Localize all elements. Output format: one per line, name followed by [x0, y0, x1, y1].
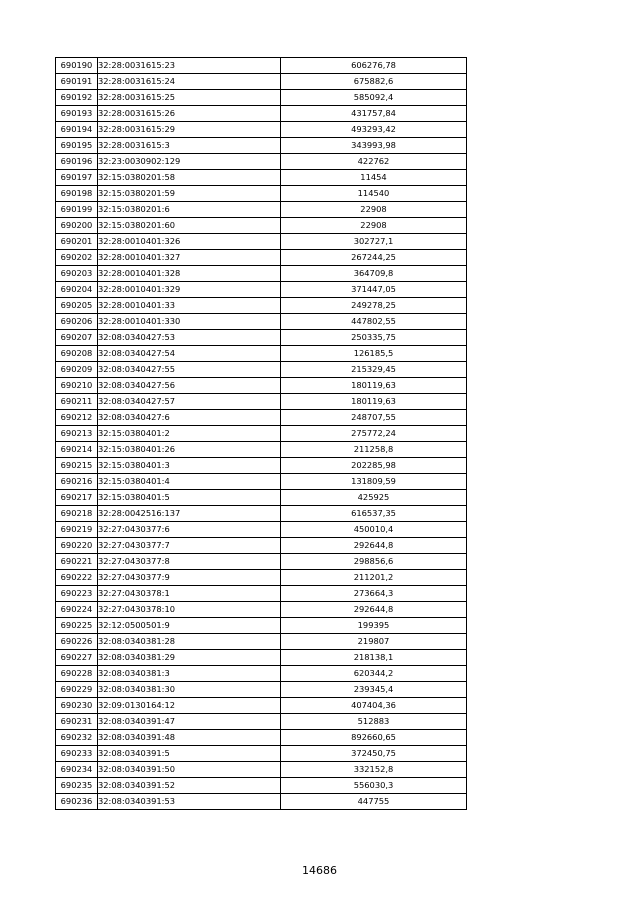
- value-cell: 450010,4: [281, 522, 467, 538]
- cadastral-number-cell: 32:08:0340391:48: [98, 730, 281, 746]
- cadastral-number-cell: 32:27:0430378:1: [98, 586, 281, 602]
- cadastral-number-cell: 32:28:0010401:329: [98, 282, 281, 298]
- row-number-cell: 690231: [56, 714, 98, 730]
- table-row: [56, 330, 467, 346]
- cadastral-number-cell: 32:28:0031615:29: [98, 122, 281, 138]
- value-cell: 218138,1: [281, 650, 467, 666]
- table-row: [56, 602, 467, 618]
- value-cell: 616537,35: [281, 506, 467, 522]
- table-row: [56, 762, 467, 778]
- value-cell: 22908: [281, 218, 467, 234]
- cadastral-number-cell: 32:08:0340391:53: [98, 794, 281, 810]
- cadastral-number-cell: 32:08:0340381:29: [98, 650, 281, 666]
- table-row: [56, 746, 467, 762]
- value-cell: 425925: [281, 490, 467, 506]
- value-cell: 11454: [281, 170, 467, 186]
- data-table-body: [56, 58, 467, 810]
- row-number-cell: 690228: [56, 666, 98, 682]
- cadastral-number-cell: 32:23:0030902:129: [98, 154, 281, 170]
- cadastral-number-cell: 32:15:0380401:5: [98, 490, 281, 506]
- row-number-cell: 690214: [56, 442, 98, 458]
- value-cell: 292644,8: [281, 602, 467, 618]
- row-number-cell: 690235: [56, 778, 98, 794]
- table-row: [56, 506, 467, 522]
- table-row: [56, 570, 467, 586]
- row-number-cell: 690219: [56, 522, 98, 538]
- row-number-cell: 690207: [56, 330, 98, 346]
- row-number-cell: 690217: [56, 490, 98, 506]
- cadastral-number-cell: 32:28:0010401:326: [98, 234, 281, 250]
- row-number-cell: 690212: [56, 410, 98, 426]
- row-number-cell: 690203: [56, 266, 98, 282]
- cadastral-number-cell: 32:27:0430378:10: [98, 602, 281, 618]
- row-number-cell: 690208: [56, 346, 98, 362]
- table-row: [56, 298, 467, 314]
- table-row: [56, 682, 467, 698]
- table-row: [56, 538, 467, 554]
- value-cell: 249278,25: [281, 298, 467, 314]
- table-row: [56, 426, 467, 442]
- table-row: [56, 714, 467, 730]
- cadastral-number-cell: 32:08:0340427:56: [98, 378, 281, 394]
- table-row: [56, 218, 467, 234]
- cadastral-number-cell: 32:08:0340427:55: [98, 362, 281, 378]
- row-number-cell: 690218: [56, 506, 98, 522]
- value-cell: 211258,8: [281, 442, 467, 458]
- table-row: [56, 202, 467, 218]
- value-cell: 126185,5: [281, 346, 467, 362]
- value-cell: 250335,75: [281, 330, 467, 346]
- page-number: 14686: [302, 864, 337, 877]
- value-cell: 302727,1: [281, 234, 467, 250]
- table-row: [56, 346, 467, 362]
- cadastral-number-cell: 32:28:0042516:137: [98, 506, 281, 522]
- cadastral-number-cell: 32:08:0340427:6: [98, 410, 281, 426]
- cadastral-number-cell: 32:08:0340391:50: [98, 762, 281, 778]
- cadastral-number-cell: 32:15:0380201:58: [98, 170, 281, 186]
- cadastral-number-cell: 32:15:0380401:26: [98, 442, 281, 458]
- row-number-cell: 690206: [56, 314, 98, 330]
- row-number-cell: 690234: [56, 762, 98, 778]
- value-cell: 372450,75: [281, 746, 467, 762]
- value-cell: 493293,42: [281, 122, 467, 138]
- value-cell: 585092,4: [281, 90, 467, 106]
- value-cell: 422762: [281, 154, 467, 170]
- table-row: [56, 730, 467, 746]
- value-cell: 606276,78: [281, 58, 467, 74]
- value-cell: 343993,98: [281, 138, 467, 154]
- value-cell: 620344,2: [281, 666, 467, 682]
- row-number-cell: 690209: [56, 362, 98, 378]
- table-row: [56, 442, 467, 458]
- table-row: [56, 90, 467, 106]
- table-row: [56, 138, 467, 154]
- cadastral-number-cell: 32:28:0010401:330: [98, 314, 281, 330]
- row-number-cell: 690232: [56, 730, 98, 746]
- cadastral-number-cell: 32:28:0031615:3: [98, 138, 281, 154]
- table-row: [56, 618, 467, 634]
- table-row: [56, 586, 467, 602]
- row-number-cell: 690198: [56, 186, 98, 202]
- cadastral-number-cell: 32:15:0380201:60: [98, 218, 281, 234]
- row-number-cell: 690215: [56, 458, 98, 474]
- table-row: [56, 778, 467, 794]
- cadastral-number-cell: 32:15:0380201:59: [98, 186, 281, 202]
- cadastral-number-cell: 32:08:0340391:5: [98, 746, 281, 762]
- value-cell: 556030,3: [281, 778, 467, 794]
- value-cell: 892660,65: [281, 730, 467, 746]
- cadastral-number-cell: 32:08:0340427:53: [98, 330, 281, 346]
- table-row: [56, 106, 467, 122]
- cadastral-number-cell: 32:15:0380401:3: [98, 458, 281, 474]
- table-row: [56, 650, 467, 666]
- cadastral-number-cell: 32:08:0340427:57: [98, 394, 281, 410]
- table-row: [56, 522, 467, 538]
- cadastral-number-cell: 32:09:0130164:12: [98, 698, 281, 714]
- value-cell: 22908: [281, 202, 467, 218]
- cadastral-number-cell: 32:28:0010401:327: [98, 250, 281, 266]
- value-cell: 332152,8: [281, 762, 467, 778]
- cadastral-number-cell: 32:28:0010401:33: [98, 298, 281, 314]
- row-number-cell: 690213: [56, 426, 98, 442]
- table-row: [56, 282, 467, 298]
- value-cell: 239345,4: [281, 682, 467, 698]
- row-number-cell: 690190: [56, 58, 98, 74]
- value-cell: 371447,05: [281, 282, 467, 298]
- value-cell: 202285,98: [281, 458, 467, 474]
- value-cell: 364709,8: [281, 266, 467, 282]
- row-number-cell: 690205: [56, 298, 98, 314]
- table-row: [56, 666, 467, 682]
- table-row: [56, 458, 467, 474]
- value-cell: 407404,36: [281, 698, 467, 714]
- table-row: [56, 474, 467, 490]
- cadastral-number-cell: 32:08:0340381:3: [98, 666, 281, 682]
- table-row: [56, 634, 467, 650]
- value-cell: 215329,45: [281, 362, 467, 378]
- value-cell: 219807: [281, 634, 467, 650]
- row-number-cell: 690221: [56, 554, 98, 570]
- row-number-cell: 690210: [56, 378, 98, 394]
- table-row: [56, 74, 467, 90]
- row-number-cell: 690236: [56, 794, 98, 810]
- table-row: [56, 154, 467, 170]
- row-number-cell: 690229: [56, 682, 98, 698]
- table-row: [56, 250, 467, 266]
- cadastral-number-cell: 32:08:0340427:54: [98, 346, 281, 362]
- row-number-cell: 690216: [56, 474, 98, 490]
- cadastral-number-cell: 32:27:0430377:6: [98, 522, 281, 538]
- value-cell: 273664,3: [281, 586, 467, 602]
- table-row: [56, 186, 467, 202]
- cadastral-number-cell: 32:15:0380401:4: [98, 474, 281, 490]
- table-row: [56, 234, 467, 250]
- row-number-cell: 690202: [56, 250, 98, 266]
- cadastral-number-cell: 32:28:0010401:328: [98, 266, 281, 282]
- table-row: [56, 58, 467, 74]
- value-cell: 292644,8: [281, 538, 467, 554]
- row-number-cell: 690211: [56, 394, 98, 410]
- cadastral-number-cell: 32:27:0430377:8: [98, 554, 281, 570]
- cadastral-number-cell: 32:08:0340381:28: [98, 634, 281, 650]
- value-cell: 431757,84: [281, 106, 467, 122]
- table-row: [56, 378, 467, 394]
- row-number-cell: 690192: [56, 90, 98, 106]
- row-number-cell: 690227: [56, 650, 98, 666]
- row-number-cell: 690197: [56, 170, 98, 186]
- row-number-cell: 690223: [56, 586, 98, 602]
- table-row: [56, 170, 467, 186]
- value-cell: 180119,63: [281, 378, 467, 394]
- row-number-cell: 690222: [56, 570, 98, 586]
- table-row: [56, 122, 467, 138]
- cadastral-number-cell: 32:27:0430377:9: [98, 570, 281, 586]
- row-number-cell: 690191: [56, 74, 98, 90]
- cadastral-number-cell: 32:28:0031615:25: [98, 90, 281, 106]
- value-cell: 298856,6: [281, 554, 467, 570]
- table-row: [56, 794, 467, 810]
- value-cell: 447802,55: [281, 314, 467, 330]
- cadastral-number-cell: 32:15:0380401:2: [98, 426, 281, 442]
- cadastral-number-cell: 32:27:0430377:7: [98, 538, 281, 554]
- cadastral-number-cell: 32:08:0340391:52: [98, 778, 281, 794]
- cadastral-number-cell: 32:28:0031615:24: [98, 74, 281, 90]
- value-cell: 211201,2: [281, 570, 467, 586]
- row-number-cell: 690194: [56, 122, 98, 138]
- table-row: [56, 490, 467, 506]
- value-cell: 248707,55: [281, 410, 467, 426]
- value-cell: 447755: [281, 794, 467, 810]
- table-row: [56, 410, 467, 426]
- cadastral-number-cell: 32:15:0380201:6: [98, 202, 281, 218]
- row-number-cell: 690204: [56, 282, 98, 298]
- table-row: [56, 698, 467, 714]
- table-row: [56, 362, 467, 378]
- value-cell: 114540: [281, 186, 467, 202]
- value-cell: 199395: [281, 618, 467, 634]
- table-row: [56, 554, 467, 570]
- value-cell: 275772,24: [281, 426, 467, 442]
- value-cell: 675882,6: [281, 74, 467, 90]
- value-cell: 180119,63: [281, 394, 467, 410]
- table-row: [56, 394, 467, 410]
- row-number-cell: 690199: [56, 202, 98, 218]
- row-number-cell: 690225: [56, 618, 98, 634]
- row-number-cell: 690200: [56, 218, 98, 234]
- row-number-cell: 690230: [56, 698, 98, 714]
- row-number-cell: 690220: [56, 538, 98, 554]
- data-table: [55, 57, 467, 810]
- row-number-cell: 690224: [56, 602, 98, 618]
- value-cell: 267244,25: [281, 250, 467, 266]
- table-row: [56, 314, 467, 330]
- value-cell: 131809,59: [281, 474, 467, 490]
- row-number-cell: 690193: [56, 106, 98, 122]
- cadastral-number-cell: 32:08:0340391:47: [98, 714, 281, 730]
- row-number-cell: 690196: [56, 154, 98, 170]
- cadastral-number-cell: 32:12:0500501:9: [98, 618, 281, 634]
- row-number-cell: 690226: [56, 634, 98, 650]
- row-number-cell: 690233: [56, 746, 98, 762]
- value-cell: 512883: [281, 714, 467, 730]
- row-number-cell: 690195: [56, 138, 98, 154]
- row-number-cell: 690201: [56, 234, 98, 250]
- cadastral-number-cell: 32:08:0340381:30: [98, 682, 281, 698]
- cadastral-number-cell: 32:28:0031615:23: [98, 58, 281, 74]
- cadastral-number-cell: 32:28:0031615:26: [98, 106, 281, 122]
- table-row: [56, 266, 467, 282]
